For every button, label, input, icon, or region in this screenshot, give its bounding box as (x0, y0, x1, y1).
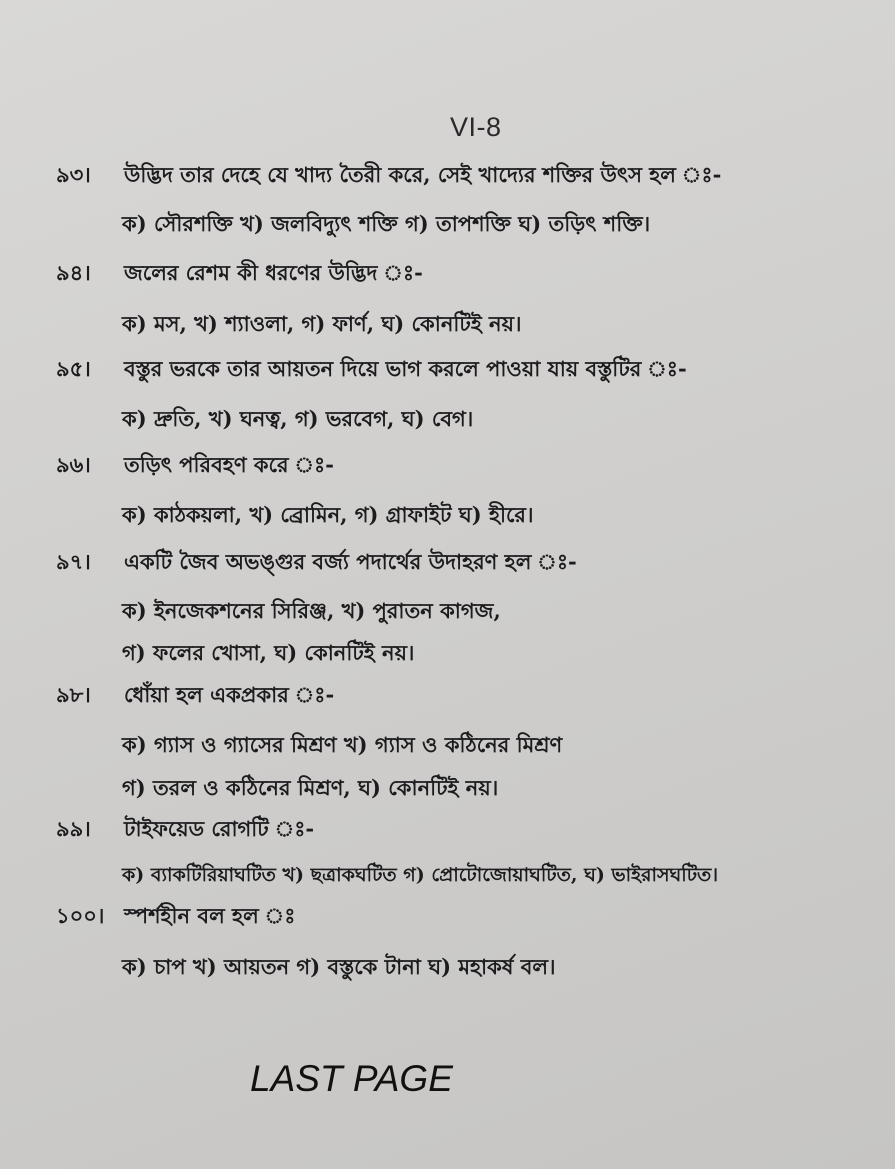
options-line: ক) সৌরশক্তি খ) জলবিদ্যুৎ শক্তি গ) তাপশক্তি ঘ) তড়িৎ শক্তি। (122, 211, 651, 236)
question-text: একটি জৈব অভঙ্গুর বর্জ্য পদার্থের উদাহরণ হল ঃ- (124, 549, 577, 574)
options-line: ক) মস, খ) শ্যাওলা, গ) ফার্ণ, ঘ) কোনটিই নয়। (122, 311, 522, 336)
question-number: ১০০। (56, 903, 105, 928)
options-line: গ) ফলের খোসা, ঘ) কোনটিই নয়। (122, 640, 415, 665)
question-number: ৯৭। (56, 549, 91, 574)
question-number: ৯৪। (56, 260, 91, 285)
question-94 (56, 262, 423, 283)
options-line: ক) চাপ খ) আয়তন গ) বস্তুকে টানা ঘ) মহাকর্ষ বল। (122, 954, 556, 979)
question-number: ৯৫। (56, 356, 91, 381)
question-text: স্পর্শহীন বল হল ঃ (124, 903, 296, 928)
options-line: ক) কাঠকয়লা, খ) ব্রোমিন, গ) গ্রাফাইট ঘ) হীরে। (122, 502, 534, 527)
question-number: ৯৬। (56, 452, 91, 477)
options-line: ক) ইনজেকশনের সিরিঞ্জ, খ) পুরাতন কাগজ, (122, 598, 501, 623)
question-97 (56, 551, 577, 572)
options-line: ক) গ্যাস ও গ্যাসের মিশ্রণ খ) গ্যাস ও কঠিনের মিশ্রণ (122, 732, 563, 757)
question-text: তড়িৎ পরিবহণ করে ঃ- (124, 452, 334, 477)
options-line: ক) দ্রুতি, খ) ঘনত্ব, গ) ভরবেগ, ঘ) বেগ। (122, 406, 474, 431)
question-text: বস্তুর ভরকে তার আয়তন দিয়ে ভাগ করলে পাওয়া যায় বস্তুটির ঃ- (124, 356, 687, 381)
options-line: গ) তরল ও কঠিনের মিশ্রণ, ঘ) কোনটিই নয়। (122, 775, 499, 800)
question-99 (56, 818, 314, 839)
question-98 (56, 684, 334, 705)
question-93 (56, 164, 721, 185)
question-100 (56, 905, 295, 926)
question-number: ৯৮। (56, 682, 91, 707)
question-95 (56, 358, 687, 379)
page-number: VI-8 (450, 112, 502, 142)
options-line: ক) ব্যাকটিরিয়াঘটিত খ) ছত্রাকঘটিত গ) প্রোটোজোয়াঘটিত, ঘ) ভাইরাসঘটিত। (122, 864, 719, 886)
question-number: ৯৯। (56, 816, 91, 841)
question-text: উদ্ভিদ তার দেহে যে খাদ্য তৈরী করে, সেই খাদ্যের শক্তির উৎস হল ঃ- (124, 162, 722, 187)
last-page-label: LAST PAGE (250, 1058, 453, 1099)
question-number: ৯৩। (56, 162, 91, 187)
question-text: জলের রেশম কী ধরণের উদ্ভিদ ঃ- (124, 260, 423, 285)
question-96 (56, 454, 334, 475)
question-text: ধোঁয়া হল একপ্রকার ঃ- (124, 682, 335, 707)
question-text: টাইফয়েড রোগটি ঃ- (124, 816, 315, 841)
